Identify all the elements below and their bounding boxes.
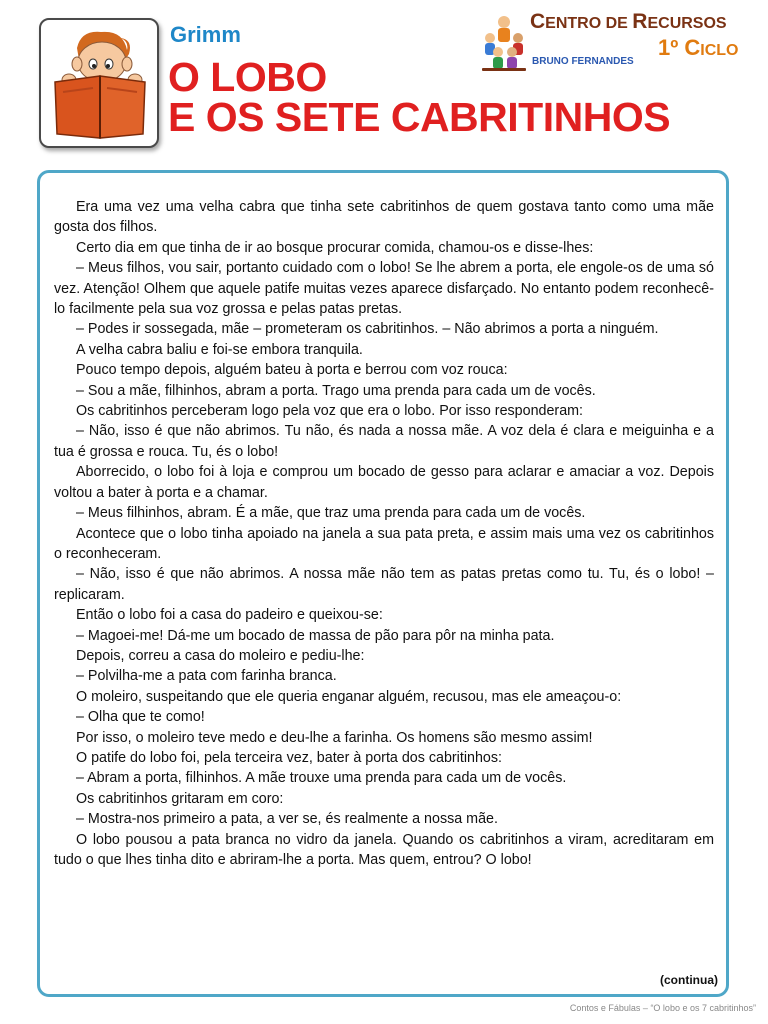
brand-subtitle: 1º CICLO xyxy=(658,35,739,60)
title-line-2: E OS SETE CABRITINHOS xyxy=(168,94,671,140)
reading-boy-logo xyxy=(39,18,159,148)
story-paragraph: O moleiro, suspeitando que ele queria enganar alguém, recusou, mas ele ameaçou-o: xyxy=(76,688,622,705)
brand-author: BRUNO FERNANDES xyxy=(532,56,634,67)
story-paragraph: O lobo pousou a pata branca no vidro da janela. Quando os cabritinhos a viram, acreditaram em tudo o que lhes tinha dito e abriram-lhe a porta. Mas quem, entrou? O lobo! xyxy=(54,831,714,868)
story-paragraph: – Podes ir sossegada, mãe – prometeram os cabritinhos. – Não abrimos a porta a ninguém. xyxy=(76,321,659,338)
story-paragraph: Acontece que o lobo tinha apoiado na janela a sua pata preta, e assim mais uma vez os cabritinhos o reconheceram. xyxy=(54,525,714,562)
story-paragraph: – Meus filhinhos, abram. É a mãe, que traz uma prenda para cada um de vocês. xyxy=(76,505,586,522)
story-paragraph: Aborrecido, o lobo foi à loja e comprou um bocado de gesso para aclarar e amaciar a voz. Depois voltou a bater à porta e a chamar. xyxy=(54,464,714,501)
story-paragraph: Depois, correu a casa do moleiro e pediu-lhe: xyxy=(76,647,365,664)
story-paragraph: – Não, isso é que não abrimos. A nossa mãe não tem as patas pretas como tu. Tu, és o lobo! – replicaram. xyxy=(54,566,714,603)
page-footer: Contos e Fábulas – “O lobo e os 7 cabritinhos” xyxy=(569,1003,756,1013)
story-paragraph: O patife do lobo foi, pela terceira vez, bater à porta dos cabritinhos: xyxy=(76,749,502,766)
author-name: Grimm xyxy=(170,22,241,47)
story-paragraph: – Abram a porta, filhinhos. A mãe trouxe uma prenda para cada um de vocês. xyxy=(76,770,567,787)
story-paragraph: Certo dia em que tinha de ir ao bosque procurar comida, chamou-os e disse-lhes: xyxy=(76,239,594,256)
story-paragraph: – Polvilha-me a pata com farinha branca. xyxy=(76,668,337,685)
story-paragraph: Os cabritinhos perceberam logo pela voz que era o lobo. Por isso responderam: xyxy=(76,403,584,420)
reading-boy-icon xyxy=(47,26,153,142)
centro-de-recursos-logo xyxy=(480,10,755,75)
story-text xyxy=(54,197,714,870)
children-group-icon xyxy=(480,12,528,72)
story-paragraph: – Não, isso é que não abrimos. Tu não, és nada a nossa mãe. A voz dela é clara e meiguinha e a tua é grossa e rouca. Tu, és o lobo! xyxy=(54,423,714,460)
story-paragraph: Era uma vez uma velha cabra que tinha sete cabritinhos de quem gostava tanto como uma mãe gosta dos filhos. xyxy=(54,199,714,236)
story-paragraph: – Olha que te como! xyxy=(76,709,205,726)
story-paragraph: – Sou a mãe, filhinhos, abram a porta. Trago uma prenda para cada um de vocês. xyxy=(76,382,596,399)
story-paragraph: – Mostra-nos primeiro a pata, a ver se, és realmente a nossa mãe. xyxy=(76,811,498,828)
story-paragraph: – Meus filhos, vou sair, portanto cuidado com o lobo! Se lhe abrem a porta, ele engole-os de uma só vez. Atenção! Olhem que aquele patife muitas vezes aparece disfarçado. No entanto podem reconhecê-lo facilmente pela sua voz grossa e pelas patas pretas. xyxy=(54,260,714,318)
story-paragraph: Os cabritinhos gritaram em coro: xyxy=(76,790,284,807)
story-paragraph: – Magoei-me! Dá-me um bocado de massa de pão para pôr na minha pata. xyxy=(76,627,555,644)
story-paragraph: Pouco tempo depois, alguém bateu à porta e berrou com voz rouca: xyxy=(76,362,508,379)
story-paragraph: A velha cabra baliu e foi-se embora tranquila. xyxy=(76,341,363,358)
title-line-1: O LOBO xyxy=(168,54,327,100)
brand-title: CENTRO DE RECURSOS xyxy=(530,10,727,33)
story-paragraph: Então o lobo foi a casa do padeiro e queixou-se: xyxy=(76,607,383,624)
story-paragraph: Por isso, o moleiro teve medo e deu-lhe a farinha. Os homens são mesmo assim! xyxy=(76,729,593,746)
continua-label: (continua) xyxy=(660,973,718,987)
